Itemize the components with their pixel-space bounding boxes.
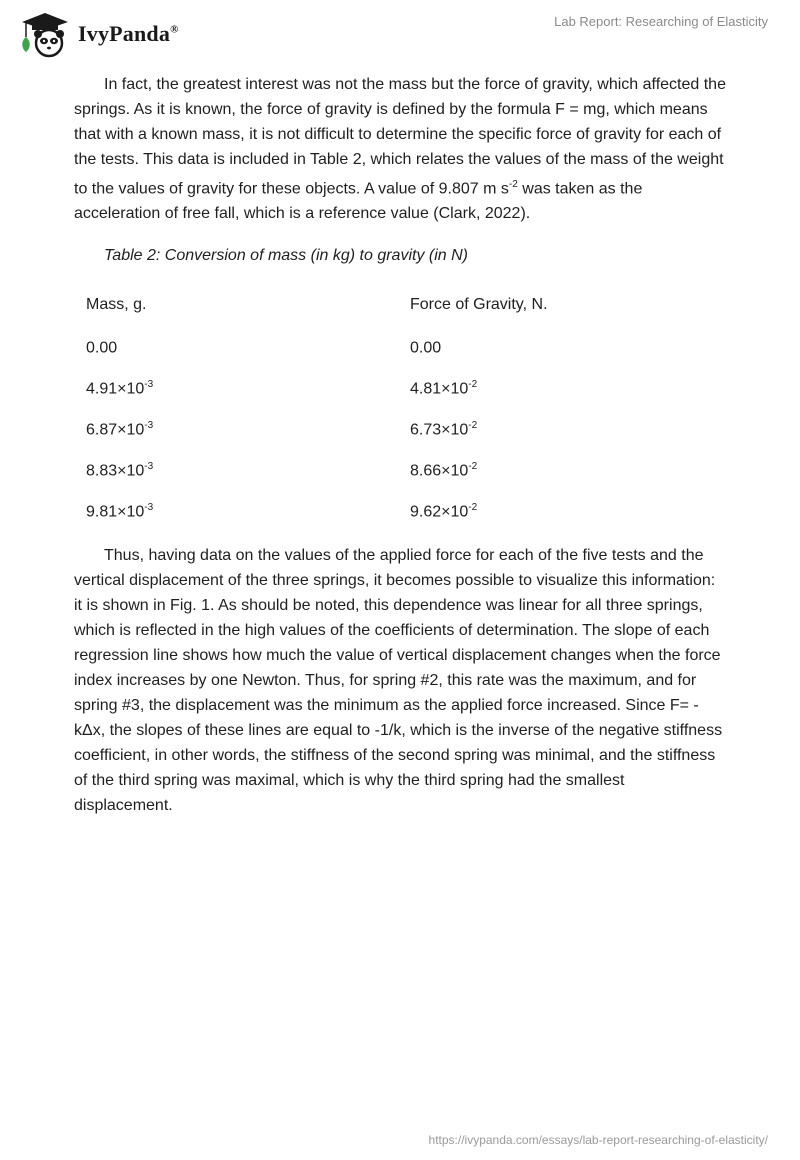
cell-mass: $8.83\times 10^{-3}$ [86,461,154,480]
page-header [0,0,800,70]
header-mass: Mass, g. [86,296,147,314]
cell-mass: $6.87\times 10^{-3}$ [86,420,154,439]
mass-gravity-table [74,284,726,530]
cell-mass: $4.91\times 10^{-3}$ [86,379,154,398]
table-row [74,407,726,448]
document-title: Lab Report: Researching of Elasticity [554,14,768,29]
cell-mass: $9.81\times 10^{-3}$ [86,502,154,521]
paragraph-gravity: In fact, the greatest interest was not the mass but the force of gravity, which affected the springs. As it is known, the force of gravity is defined by the formula F = mg, which means that with a known mass, it is not difficult to determine the specific force of gravity for each of the tests. This data is included in Table 2, which relates the values of the mass of the weight to the values of gravity for these objects. A value of 9.807 m $s^{-2}$ was taken as the acceleration of free fall, which is a reference value (Clark, 2022). [74,76,726,223]
table-caption: Table 2: Conversion of mass (in kg) to gravity (in N) [104,247,468,265]
table-header-row [74,284,726,325]
header-force: Force of Gravity, N. [410,296,548,314]
brand-logo[interactable] [14,10,204,58]
cell-force: $4.81\times 10^{-2}$ [410,379,478,398]
source-url[interactable]: https://ivypanda.com/essays/lab-report-researching-of-elasticity/ [428,1133,768,1147]
paragraph-analysis: Thus, having data on the values of the applied force for each of the five tests and the vertical displacement of the three springs, it becomes possible to visualize this information: it is shown in Fig. 1. As should be noted, this dependence was linear for all three springs, which is reflected in the high values of the coefficients of determination. The slope of each regression line shows how much the value of vertical displacement changes when the force index increases by one Newton. Thus, for spring #2, this rate was the maximum, and for spring #3, the displacement was the minimum as the applied force increased. Since F= -kΔx, the slopes of these lines are equal to -1/k, which is the inverse of the negative stiffness coefficient, in other words, the stiffness of the second spring was minimal, and the stiffness of the third spring was maximal, which is why the third spring had the smallest displacement. [74,547,723,815]
cell-force: $9.62\times 10^{-2}$ [410,502,478,521]
essay-content [74,72,726,818]
cell-force: $6.73\times 10^{-2}$ [410,420,478,439]
table-row [74,366,726,407]
table-row [74,325,726,366]
cell-force: $8.66\times 10^{-2}$ [410,461,478,480]
cell-force: 0.00 [410,339,442,357]
panda-graduate-icon [14,10,72,58]
cell-mass: 0.00 [86,339,118,357]
table-row [74,448,726,489]
table-row [74,489,726,530]
brand-name: IvyPanda® [78,21,179,46]
